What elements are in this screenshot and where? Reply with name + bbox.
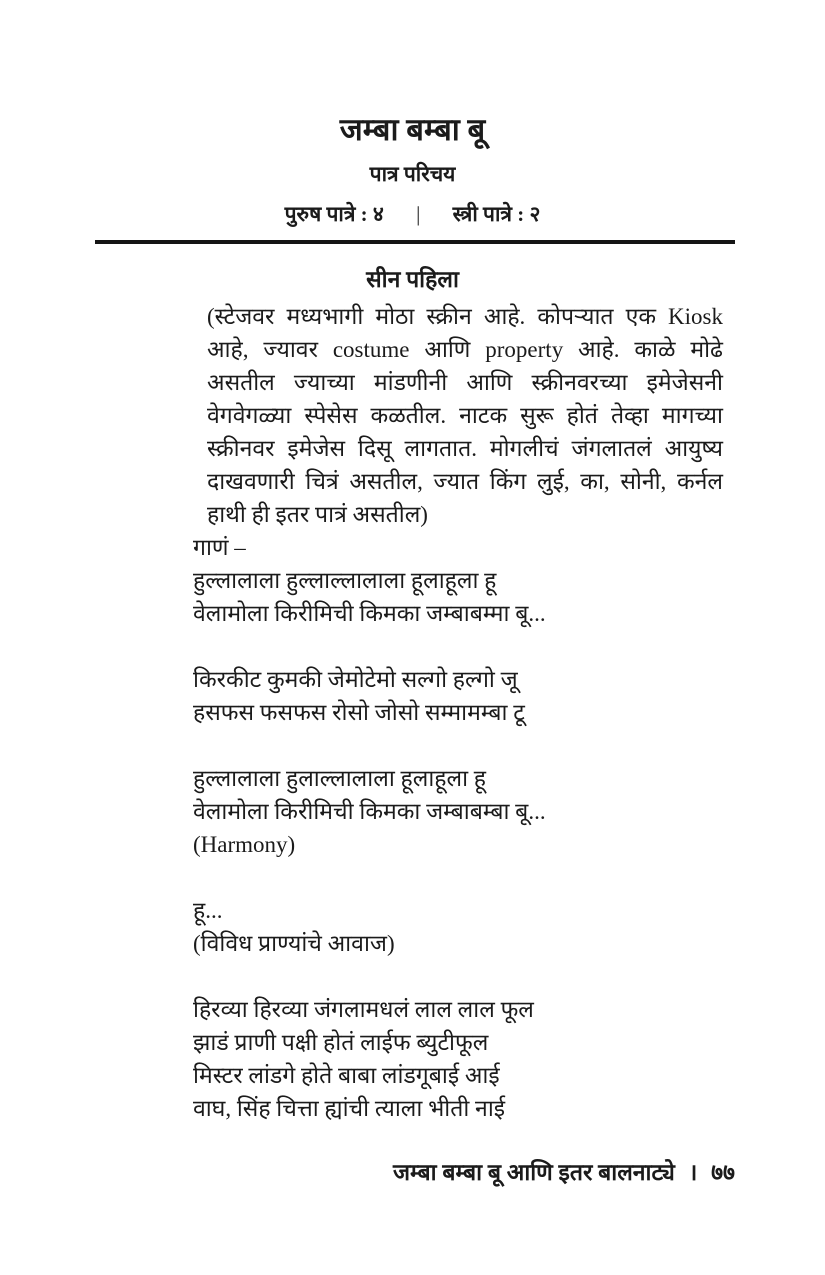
text-line: हाथी ही इतर पात्रं असतील) <box>207 502 428 527</box>
text-line: किरकीट कुमकी जेमोटेमो सल्गो हल्गो जू <box>193 667 518 692</box>
song-stanza <box>193 993 735 1125</box>
text-line: हू... <box>193 898 223 923</box>
text-line: स्क्रीनवर इमेजेस दिसू लागतात. मोगलीचं जंगलातलं आयुष्य <box>207 436 723 461</box>
text-line: दाखवणारी चित्रं असतील, ज्यात किंग लुई, का, सोनी, कर्नल <box>207 469 723 494</box>
text-line: हसफस फसफस रोसो जोसो सम्मामम्बा टू <box>193 700 525 725</box>
text-line: आहे, ज्यावर costume आणि property आहे. काळे मोढे <box>207 337 723 362</box>
song-intro-label: गाणं – <box>193 535 246 560</box>
footer-book-title: जम्बा बम्बा बू आणि इतर बालनाट्ये <box>392 1160 675 1185</box>
female-cast-count: स्त्री पात्रे : २ <box>452 202 541 226</box>
footer-separator: । <box>688 1160 698 1185</box>
text-line: (विविध प्राण्यांचे आवाज) <box>193 931 395 956</box>
text-line: हिरव्या हिरव्या जंगलामधलं लाल लाल फूल <box>193 997 534 1022</box>
text-line: झाडं प्राणी पक्षी होतं लाईफ ब्युटीफूल <box>193 1030 489 1055</box>
scene-heading: सीन पहिला <box>366 267 459 292</box>
song-stanza <box>193 762 735 861</box>
text-line: असतील ज्याच्या मांडणीनी आणि स्क्रीनवरच्या इमेजेसनी <box>207 370 723 395</box>
footer-page-number: ७७ <box>711 1160 735 1185</box>
script-body <box>95 300 735 1125</box>
song-stanza <box>193 564 735 630</box>
cast-divider: | <box>416 202 421 226</box>
song-stanzas <box>193 564 735 1125</box>
text-line: (स्टेजवर मध्यभागी मोठा स्क्रीन आहे. कोपऱ्यात एक Kiosk <box>207 304 723 329</box>
page-footer <box>95 1158 735 1188</box>
header-rule <box>95 240 735 244</box>
text-line: वेगवेगळ्या स्पेसेस कळतील. नाटक सुरू होतं तेव्हा मागच्या <box>207 403 723 428</box>
text-line: हुल्लालाला हुल्लाल्लालाला हूलाहूला हू <box>193 568 497 593</box>
play-title: जम्बा बम्बा बू <box>339 112 486 147</box>
song-stanza <box>193 894 735 960</box>
text-line: हुल्लालाला हुलाल्लालाला हूलाहूला हू <box>193 766 487 791</box>
male-cast-count: पुरुष पात्रे : ४ <box>284 202 384 226</box>
text-line: मिस्टर लांडगे होते बाबा लांडगूबाई आई <box>193 1063 500 1088</box>
song-stanza <box>193 663 735 729</box>
text-line: (Harmony) <box>193 832 296 857</box>
cast-count-line <box>0 200 825 228</box>
stage-direction-paragraph <box>207 300 723 531</box>
text-line: वेलामोला किरीमिची किमका जम्बाबम्बा बू... <box>193 799 546 824</box>
text-line: वाघ, सिंह चित्ता ह्यांची त्याला भीती नाई <box>193 1096 506 1121</box>
text-line: वेलामोला किरीमिची किमका जम्बाबम्मा बू... <box>193 601 546 626</box>
cast-section-heading: पात्र परिचय <box>369 162 456 186</box>
